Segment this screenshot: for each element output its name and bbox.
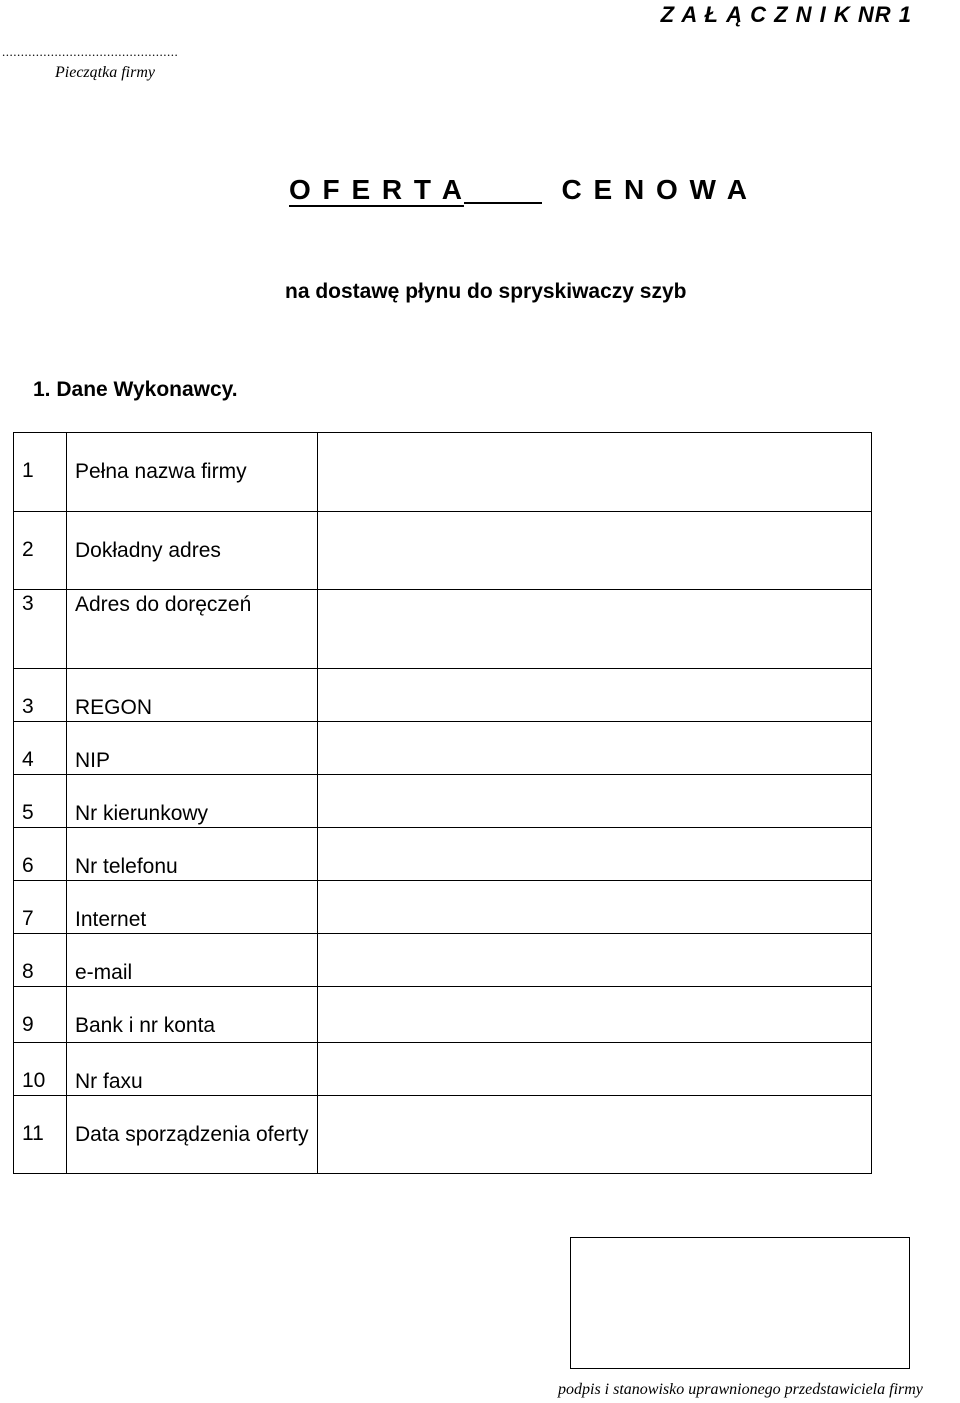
table-row — [14, 590, 872, 669]
row-label: Nr faxu — [67, 1043, 318, 1096]
row-number: 5 — [14, 775, 67, 828]
row-value-field[interactable] — [318, 881, 872, 934]
document-title — [289, 174, 749, 206]
attachment-number: Z A Ł Ą C Z N I K NR 1 — [660, 2, 912, 27]
row-label: Bank i nr konta — [67, 987, 318, 1043]
row-number: 6 — [14, 828, 67, 881]
title-part-offer: O F E R T A — [289, 174, 464, 205]
table-row — [14, 512, 872, 590]
row-number: 2 — [14, 512, 67, 590]
table-row — [14, 722, 872, 775]
row-number: 11 — [14, 1096, 67, 1174]
row-label: Nr telefonu — [67, 828, 318, 881]
table-row — [14, 828, 872, 881]
table-row — [14, 881, 872, 934]
table-row — [14, 934, 872, 987]
row-number: 10 — [14, 1043, 67, 1096]
row-number: 9 — [14, 987, 67, 1043]
row-value-field[interactable] — [318, 775, 872, 828]
title-part-price: C E N O W A — [561, 174, 749, 205]
signature-box[interactable] — [570, 1237, 910, 1369]
table-row — [14, 1043, 872, 1096]
row-label: e-mail — [67, 934, 318, 987]
table-row — [14, 669, 872, 722]
row-value-field[interactable] — [318, 828, 872, 881]
row-label: REGON — [67, 669, 318, 722]
row-value-field[interactable] — [318, 987, 872, 1043]
company-stamp-label: Pieczątka firmy — [55, 64, 155, 81]
document-subtitle: na dostawę płynu do spryskiwaczy szyb — [285, 280, 687, 303]
table-row — [14, 775, 872, 828]
row-number: 4 — [14, 722, 67, 775]
row-label: Dokładny adres — [67, 512, 318, 590]
row-value-field[interactable] — [318, 590, 872, 669]
row-number: 1 — [14, 433, 67, 512]
row-value-field[interactable] — [318, 722, 872, 775]
title-underline-gap — [464, 178, 542, 204]
row-label: Adres do doręczeń — [67, 590, 318, 669]
row-value-field[interactable] — [318, 433, 872, 512]
row-value-field[interactable] — [318, 1043, 872, 1096]
row-label: Internet — [67, 881, 318, 934]
signature-label: podpis i stanowisko uprawnionego przedstawiciela firmy — [558, 1381, 923, 1398]
table-row — [14, 1096, 872, 1174]
table-row — [14, 987, 872, 1043]
stamp-dotted-line: ............................................... — [2, 44, 179, 59]
row-label: Nr kierunkowy — [67, 775, 318, 828]
row-label: NIP — [67, 722, 318, 775]
row-number: 7 — [14, 881, 67, 934]
row-number: 3 — [14, 669, 67, 722]
row-label: Data sporządzenia oferty — [67, 1096, 318, 1174]
contractor-data-table — [13, 432, 872, 1174]
row-number: 3 — [14, 590, 67, 669]
row-label: Pełna nazwa firmy — [67, 433, 318, 512]
row-number: 8 — [14, 934, 67, 987]
row-value-field[interactable] — [318, 934, 872, 987]
section-heading: 1. Dane Wykonawcy. — [33, 378, 238, 401]
table-row — [14, 433, 872, 512]
row-value-field[interactable] — [318, 669, 872, 722]
row-value-field[interactable] — [318, 1096, 872, 1174]
row-value-field[interactable] — [318, 512, 872, 590]
